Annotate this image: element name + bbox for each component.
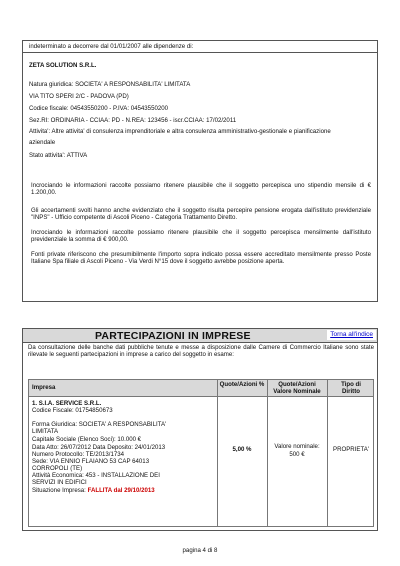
header-tipo-2: Diritto: [342, 388, 360, 395]
company-registry: Sez.RI: ORDINARIA - CCIAA: PD - N.REA: 123456 - iscr.CCIAA: 17/02/2011: [29, 117, 237, 124]
situation-label: Situazione Impresa:: [32, 487, 86, 494]
participation-activity-cont: SERVIZI IN EDIFICI: [32, 479, 87, 486]
participation-nominal-value: 500 €: [289, 451, 305, 458]
header-valore-1: Quote/Azioni: [278, 381, 316, 388]
participation-capital: Capitale Sociale (Elenco Soci): 10.000 €: [32, 436, 142, 443]
participation-dates: Data Atto: 26/07/2012 Data Deposito: 24/01/2013: [32, 444, 166, 451]
company-status: Stato attivita': ATTIVA: [29, 152, 88, 159]
employment-section: [22, 40, 378, 302]
participation-tax-code: Codice Fiscale: 01754850673: [32, 407, 113, 414]
participation-legal-form-cont: LIMITATA: [32, 428, 59, 435]
header-quote: Quote/Azioni %: [219, 381, 265, 388]
header-tipo-1: Tipo di: [341, 381, 361, 388]
participation-legal-form: Forma Giuridica: SOCIETA' A RESPONSABILITA': [32, 421, 167, 428]
section-title: PARTECIPAZIONI IN IMPRESE: [95, 330, 251, 342]
salary-paragraph: Incrociando le informazioni raccolte possiamo ritenere plausibile che il soggetto percepisca uno stipendio mensile di € 1.200,00.: [31, 182, 371, 197]
participation-activity: Attività Economica: 453 - INSTALLAZIONE DEI: [32, 472, 160, 479]
company-activity-cont: aziendale: [29, 139, 56, 146]
situation-value: FALLITA dal 29/10/2013: [87, 487, 155, 494]
back-to-index-link[interactable]: Torna all'indice: [327, 330, 376, 340]
employment-intro-line: indeterminato a decorrere dal 01/01/2007 alle dipendenze di:: [29, 43, 194, 50]
pension-amount-paragraph: Incrociando le informazioni raccolte possiamo ritenere plausibile che il soggetto percepisca mensilmente dall'istituto previdenziale la somma di € 900,00.: [31, 229, 371, 244]
participations-intro: Da consultazione delle banche dati pubbliche tenute e messe a disposizione dalle Camere di Commercio Italiane sono state rilevate le seguenti partecipazioni in imprese a carico del soggetto in esame:: [28, 344, 374, 359]
participation-right-type: PROPRIETA': [333, 446, 369, 453]
participation-seat: Sede: VIA ENNIO FLAIANO 53 CAP 64013: [32, 458, 150, 465]
bank-paragraph: Fonti private riferiscono che presumibilmente l'importo sopra indicato possa essere accreditato mensilmente presso Poste Italiane Spa filiale di Ascoli Piceno - Via Verdi N°15 dove il soggetto avrebbe posizione aperta.: [31, 251, 371, 266]
header-impresa: Impresa: [32, 384, 56, 391]
company-activity: Attivita': Altre attivita' di consulenza imprenditoriale e altra consulenza amministrativo-gestionale e pianificazione: [29, 128, 331, 135]
participation-seat-cont: CORROPOLI (TE): [32, 465, 83, 472]
participations-table: [28, 379, 374, 527]
participation-nominal-label: Valore nominale:: [274, 443, 320, 450]
pension-paragraph: Gli accertamenti svolti hanno anche evidenziato che il soggetto risulta percepire pensione erogata dall'istituto previdenziale "INPS" - Ufficio competente di Ascoli Piceno - Categoria Trattamento Diretto.: [31, 207, 371, 222]
company-name: ZETA SOLUTION S.R.L.: [29, 62, 97, 69]
participation-protocol: Numero Protocollo: TE/2013/1734: [32, 451, 125, 458]
table-header-row: [29, 380, 373, 397]
section-title-bar: [23, 329, 377, 343]
company-address: VIA TITO SPERI 2/C - PADOVA (PD): [29, 93, 129, 100]
participation-situation: [32, 488, 155, 495]
company-tax-code: Codice fiscale: 04543550200 - P.IVA: 04543550200: [29, 105, 169, 112]
company-legal-nature: Natura giuridica: SOCIETA' A RESPONSABILITA' LIMITATA: [29, 81, 191, 88]
page-number: pagina 4 di 8: [182, 547, 218, 554]
participation-company-name: 1. S.I.A. SERVICE S.R.L.: [32, 400, 102, 407]
participation-quota: 5,00 %: [232, 446, 252, 453]
participations-section: [22, 328, 378, 531]
header-valore-2: Valore Nominale: [273, 388, 321, 395]
